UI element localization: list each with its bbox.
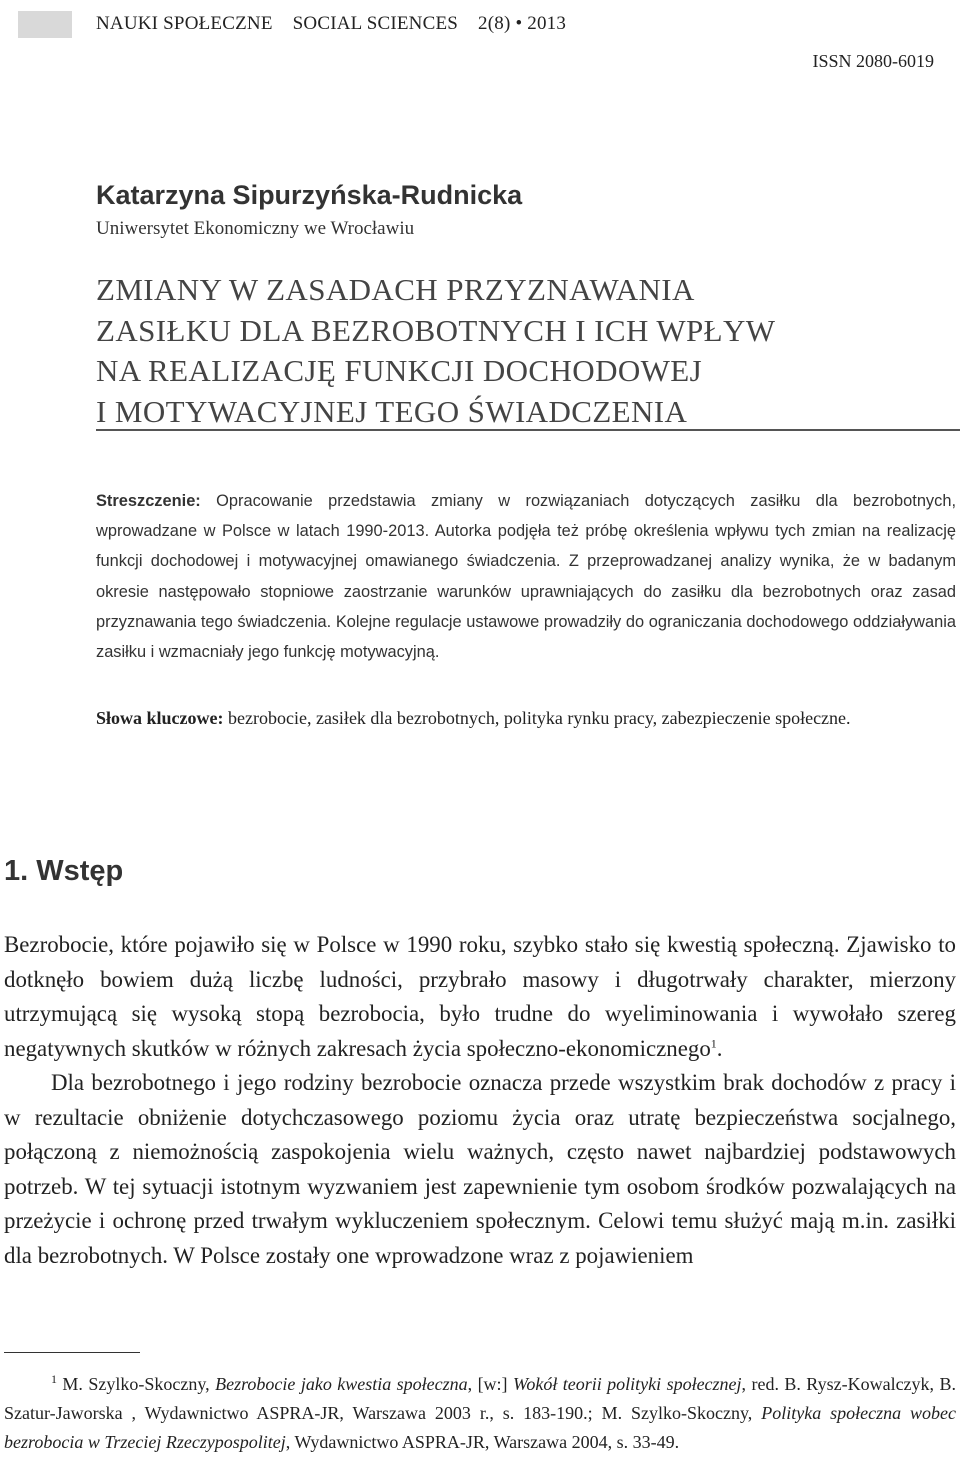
section-heading: 1. Wstęp — [4, 855, 124, 887]
footnote-mark: 1 — [51, 1372, 57, 1386]
paragraph-end: . — [716, 1035, 723, 1061]
footnote-ref: 1 — [710, 1035, 717, 1050]
abstract — [96, 486, 956, 667]
footnote-part: , red. B. Rysz-Kowalczyk, B. Szatur-Jaworska , Wydawnictwo ASPRA-JR, Warszawa 2003 r., s. 183-190.; M. Szylko-Skoczny, — [4, 1374, 956, 1423]
title-line: ZASIŁKU DLA BEZROBOTNYCH I ICH WPŁYW — [96, 312, 776, 348]
footnote-divider — [4, 1352, 140, 1353]
author-name: Katarzyna Sipurzyńska-Rudnicka — [96, 180, 523, 210]
paragraph-text: Bezrobocie, które pojawiło się w Polsce w 1990 roku, szybko stało się kwestią społeczną. Zjawisko to dotknęło bowiem dużą liczbę ludności, przybrało masowy i długotrwały charakter, mierzony utrzymującą się wysoką stopą bezrobocia, było trudne do wyeliminowania i wywołało szereg negatywnych skutków w różnych zakresach życia społeczno-ekonomicznego — [4, 932, 956, 1061]
footnote-part: , Wydawnictwo ASPRA-JR, Warszawa 2004, s. 33-49. — [285, 1432, 680, 1452]
abstract-label: Streszczenie: — [96, 492, 201, 510]
journal-issue: 2(8) • 2013 — [478, 13, 567, 34]
footnote — [4, 1370, 956, 1457]
journal-header — [96, 13, 586, 35]
header-bar — [18, 11, 72, 38]
title-line: ZMIANY W ZASADACH PRZYZNAWANIA — [96, 272, 695, 307]
keywords-text: bezrobocie, zasiłek dla bezrobotnych, polityka rynku pracy, zabezpieczenie społeczne. — [228, 708, 851, 728]
footnote-italic: Bezrobocie jako kwestia społeczna — [215, 1374, 468, 1394]
keywords — [96, 704, 956, 733]
footnote-text — [4, 1370, 956, 1457]
author-affiliation: Uniwersytet Ekonomiczny we Wrocławiu — [96, 218, 415, 239]
paragraph: Dla bezrobotnego i jego rodziny bezrobocie oznacza przede wszystkim brak dochodów z pracy i w rezultacie obniżenie dotychczasowego poziomu życia oraz utratę bezpieczeństwa socjalnego, połączoną z niemożnością zaspokojenia wielu ważnych, często nawet najbardziej podstawowych potrzeb. W tej sytuacji istotnym wyzwaniem jest zapewnienie tym osobom środków pozwalających na przeżycie i ochronę przed trwałym wykluczeniem społecznym. Celowi temu służyć mają m.in. zasiłki dla bezrobotnych. W Polsce zostały one wprowadzone wraz z pojawieniem — [4, 1070, 956, 1268]
footnote-part: M. Szylko-Skoczny, — [57, 1374, 216, 1394]
paragraph — [4, 928, 956, 1066]
journal-name-pl: NAUKI SPOŁECZNE — [96, 13, 273, 34]
title-line: I MOTYWACYJNEJ TEGO ŚWIADCZENIA — [96, 393, 688, 429]
footnote-italic: Polityka społeczna wobec bezrobocia w Trzeciej Rzeczypospolitej — [4, 1403, 957, 1452]
title-line: NA REALIZACJĘ FUNKCJI DOCHODOWEJ — [96, 353, 703, 388]
title-divider — [96, 429, 960, 431]
article-title — [96, 270, 936, 432]
footnote-italic: Wokół teorii polityki społecznej — [512, 1374, 742, 1394]
footnote-part: , [w:] — [467, 1374, 513, 1394]
journal-name-en: SOCIAL SCIENCES — [292, 13, 459, 34]
keywords-label: Słowa kluczowe: — [96, 708, 224, 728]
abstract-text: Opracowanie przedstawia zmiany w rozwiązaniach dotyczących zasiłku dla bezrobotnych, wprowadzane w Polsce w latach 1990-2013. Autorka podjęła też próbę określenia wpływu tych zmian na realizację funkcji dochodowej i motywacyjnej omawianego świadczenia. Z przeprowadzanej analizy wynika, że w badanym okresie następowało stopniowe zaostrzanie warunków uprawniających do zasiłku dla bezrobotnych oraz zasad przyznawania tego świadczenia. Kolejne regulacje ustawowe prowadziły do ograniczania dochodowego oddziaływania zasiłku i wzmacniały jego funkcję motywacyjną. — [96, 492, 956, 662]
issn: ISSN 2080-6019 — [812, 51, 934, 71]
body-text — [4, 928, 956, 1273]
